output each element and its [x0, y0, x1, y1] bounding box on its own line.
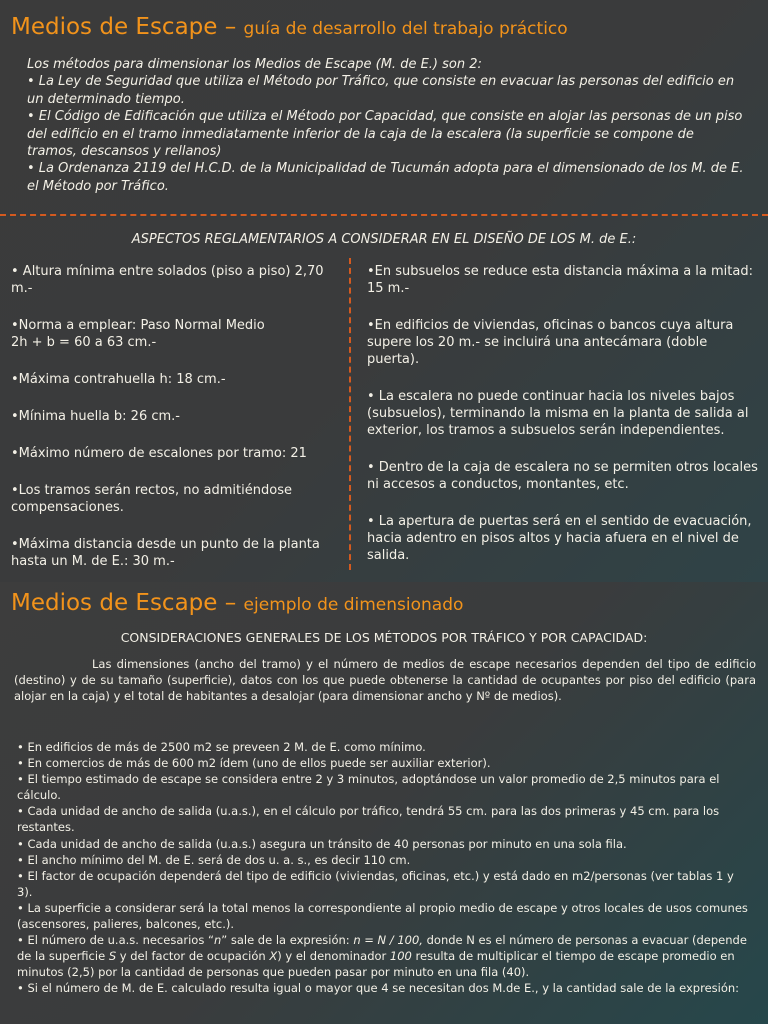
formula: n = N / 100,: [353, 933, 423, 948]
slide-title: [11, 14, 568, 40]
list-item: • El factor de ocupación dependerá del tipo de edificio (viviendas, oficinas, etc.) y está dado en m2/personas (ver tablas 1 y 3).: [17, 868, 751, 900]
title-main: Medios de Escape –: [11, 14, 244, 40]
considerations-intro: [14, 656, 756, 705]
list-item: • En edificios de más de 2500 m2 se preveen 2 M. de E. como mínimo.: [17, 739, 751, 755]
rule-item: 2h + b = 60 a 63 cm.-: [11, 335, 157, 350]
rule-item: •Los tramos serán rectos, no admitiéndose compensaciones.: [11, 483, 292, 515]
aspects-heading: ASPECTOS REGLAMENTARIOS A CONSIDERAR EN EL DISEÑO DE LOS M. de E.:: [131, 232, 637, 247]
intro-line: • La Ordenanza 2119 del H.C.D. de la Municipalidad de Tucumán adopta para el dimensionado de los M. de E. el Método por Tráfico.: [27, 161, 744, 194]
rule-item: •En edificios de viviendas, oficinas o bancos cuya altura supere los 20 m.- se incluirá una antecámara (doble puerta).: [367, 318, 734, 367]
rule-item: •En subsuelos se reduce esta distancia máxima a la mitad: 15 m.-: [367, 264, 753, 296]
intro-line: Los métodos para dimensionar los Medios de Escape (M. de E.) son 2:: [27, 57, 482, 72]
dashed-divider: [0, 214, 768, 216]
list-item: • Cada unidad de ancho de salida (u.a.s.), en el cálculo por tráfico, tendrá 55 cm. para las dos primeras y 45 cm. para los restantes.: [17, 803, 751, 835]
title-subtitle: ejemplo de dimensionado: [243, 595, 464, 615]
list-item: • Cada unidad de ancho de salida (u.a.s.) asegura un tránsito de 40 personas por minuto en una sola fila.: [17, 836, 751, 852]
rule-item: •Mínima huella b: 26 cm.-: [11, 409, 180, 424]
list-item: • En comercios de más de 600 m2 ídem (uno de ellos puede ser auxiliar exterior).: [17, 755, 751, 771]
slide-example: [0, 582, 768, 1024]
rule-item: •Máxima distancia desde un punto de la planta hasta un M. de E.: 30 m.-: [11, 537, 320, 569]
rule-item: • La apertura de puertas será en el sentido de evacuación, hacia adentro en pisos altos y hacia afuera en el nivel de salida.: [367, 514, 752, 563]
text-fragment: y del factor de ocupación: [116, 949, 270, 964]
right-column: [367, 263, 762, 564]
title-main: Medios de Escape –: [11, 590, 244, 616]
text-fragment: X: [269, 949, 278, 964]
list-item: • La superficie a considerar será la total menos la correspondiente al propio medio de escape y otros locales de usos comunes (ascensores, palieres, balcones, etc.).: [17, 900, 751, 932]
text-fragment: S: [108, 949, 117, 964]
considerations-heading: CONSIDERACIONES GENERALES DE LOS MÉTODOS POR TRÁFICO Y POR CAPACIDAD:: [120, 630, 648, 645]
text-fragment: donde N es el número de personas a evacuar (depende de la superficie: [17, 933, 747, 964]
rule-item: •Máximo número de escalones por tramo: 21: [11, 446, 307, 461]
rule-item: •Máxima contrahuella h: 18 cm.-: [11, 372, 226, 387]
text-fragment: ” sale de la expresión:: [221, 933, 354, 948]
text-fragment: 100: [389, 949, 412, 964]
left-column: [11, 263, 341, 570]
list-item-formula: [17, 932, 751, 980]
text-fragment: resulta de multiplicar el tiempo de escape promedio en minutos (2,5) por la cantidad de personas que pueden pasar por minuto en una fila (40).: [17, 949, 735, 980]
text-fragment: ) y el denominador: [277, 949, 390, 964]
rule-item: • La escalera no puede continuar hacia los niveles bajos (subsuelos), terminando la misma en la planta de salida al exterior, los tramos a subsuelos serán independientes.: [367, 389, 749, 438]
text-fragment: El número de u.a.s. necesarios “: [27, 933, 214, 948]
title-subtitle: guía de desarrollo del trabajo práctico: [243, 19, 568, 39]
list-item: • El tiempo estimado de escape se considera entre 2 y 3 minutos, adoptándose un valor promedio de 2,5 minutos para el cálculo.: [17, 771, 751, 803]
rule-item: • Altura mínima entre solados (piso a piso) 2,70 m.-: [11, 264, 324, 296]
rule-item: • Dentro de la caja de escalera no se permiten otros locales ni accesos a conductos, montantes, etc.: [367, 460, 758, 492]
column-divider: [349, 258, 351, 570]
rule-item: •Norma a emplear: Paso Normal Medio: [11, 318, 265, 333]
intro-line: • La Ley de Seguridad que utiliza el Método por Tráfico, que consiste en evacuar las personas del edificio en un determinado tiempo.: [27, 74, 735, 107]
intro-line: • El Código de Edificación que utiliza el Método por Capacidad, que consiste en alojar las personas de un piso del edificio en el tramo inmediatamente inferior de la caja de la escalera (la superficie se compone de tramos, descansos y rellanos): [27, 109, 743, 160]
text-fragment: n: [213, 933, 222, 948]
slide-title: [11, 590, 463, 616]
list-item: • Si el número de M. de E. calculado resulta igual o mayor que 4 se necesitan dos M.de E., y la cantidad sale de la expresión:: [17, 980, 751, 996]
considerations-intro-text: Las dimensiones (ancho del tramo) y el número de medios de escape necesarios dependen del tipo de edificio (destino) y de su tamaño (superficie), datos con los que puede obtenerse la cantidad de ocupantes por piso del edificio (para alojar en la caja) y el total de habitantes a desalojar (para dimensionar ancho y Nº de medios).: [14, 657, 756, 704]
list-item: • El ancho mínimo del M. de E. será de dos u. a. s., es decir 110 cm.: [17, 852, 751, 868]
considerations-list: [17, 739, 751, 997]
intro-text: [27, 56, 745, 195]
